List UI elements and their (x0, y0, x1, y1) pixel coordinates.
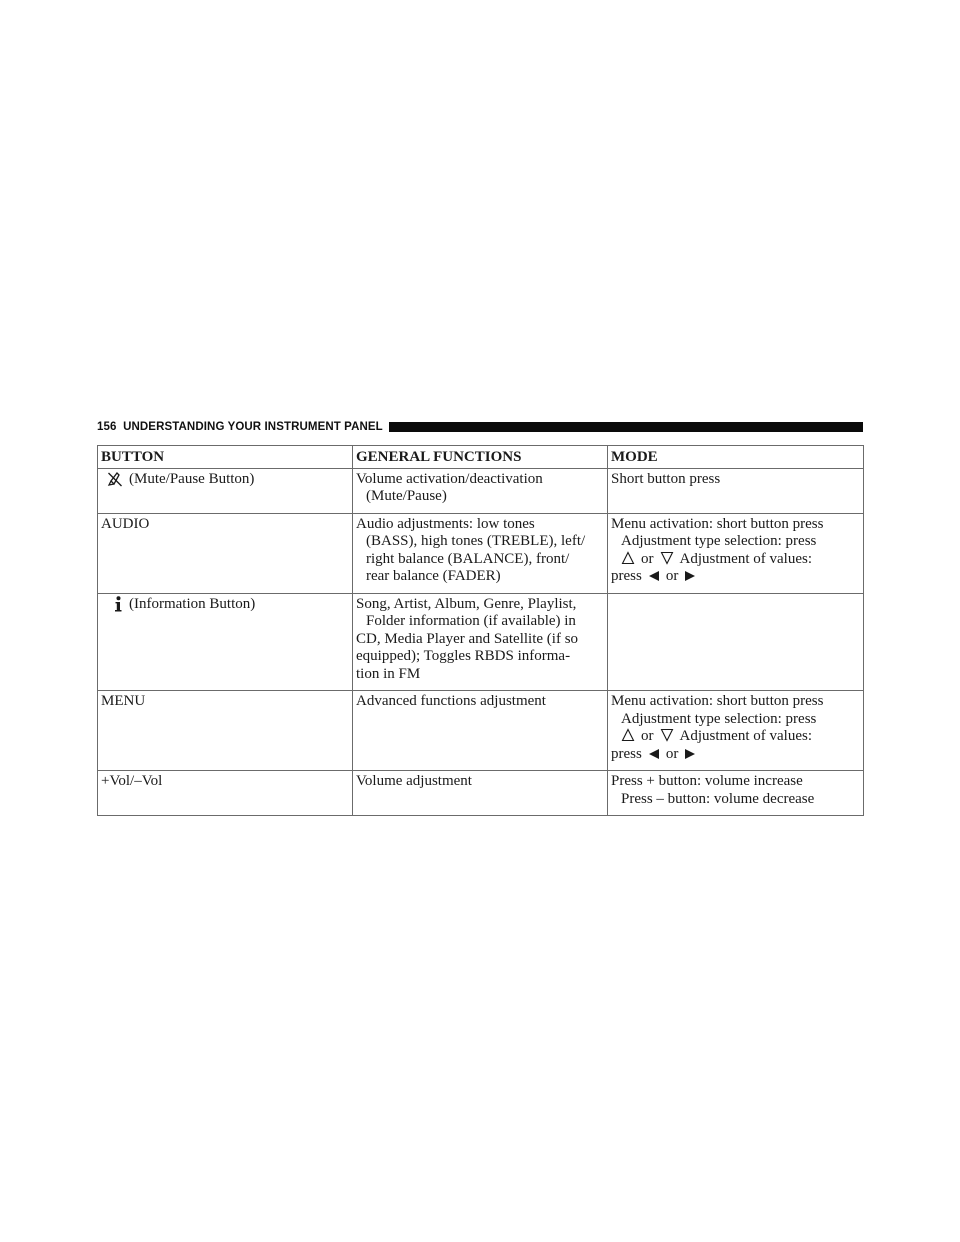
mode-symbols-line (611, 728, 860, 746)
mode-cell (608, 593, 864, 691)
column-header-button: BUTTON (98, 446, 353, 469)
table-row (98, 468, 864, 513)
functions-line: tion in FM (356, 665, 421, 682)
or-text: or (641, 728, 654, 744)
functions-line: equipped); Toggles RBDS informa- (356, 648, 571, 664)
functions-cell (353, 771, 608, 816)
mode-cell (608, 771, 864, 816)
mode-line: Adjustment type selection: press (621, 710, 817, 727)
right-arrow-icon (684, 570, 696, 582)
button-cell (98, 593, 353, 691)
mode-symbols-line (611, 568, 860, 586)
or-text: or (665, 568, 679, 584)
functions-line: Folder information (if available) in (366, 613, 576, 629)
mode-cell (608, 513, 864, 593)
functions-cell (353, 593, 608, 691)
functions-line: rear balance (FADER) (366, 568, 501, 584)
mode-line: Short button press (611, 470, 721, 487)
page-header (97, 420, 863, 434)
right-arrow-icon (684, 748, 696, 760)
down-triangle-icon (660, 551, 674, 565)
mute-pause-icon (101, 471, 123, 491)
press-text: press (611, 745, 642, 762)
button-functions-table (97, 445, 864, 816)
mode-line: Menu activation: short button press (611, 693, 824, 709)
functions-line: (Mute/Pause) (366, 488, 447, 504)
or-text: or (641, 550, 654, 567)
functions-line: Volume adjustment (356, 773, 472, 789)
column-header-general-functions: GENERAL FUNCTIONS (353, 446, 608, 469)
button-cell (98, 468, 353, 513)
mode-cell (608, 691, 864, 771)
functions-cell (353, 513, 608, 593)
page-number: 156 (97, 421, 117, 433)
functions-cell (353, 468, 608, 513)
up-triangle-icon (621, 551, 635, 565)
button-cell (98, 691, 353, 771)
functions-line: Audio adjustments: low tones (356, 515, 535, 532)
adjustment-text: Adjustment of values: (679, 550, 812, 567)
button-name: +Vol/–Vol (101, 773, 163, 789)
mode-line: Adjustment type selection: press (621, 533, 817, 549)
functions-line: Song, Artist, Album, Genre, Playlist, (356, 595, 577, 612)
up-triangle-icon (621, 728, 635, 742)
press-text: press (611, 568, 642, 584)
table-row (98, 691, 864, 771)
section-title: UNDERSTANDING YOUR INSTRUMENT PANEL (123, 421, 383, 433)
down-triangle-icon (660, 728, 674, 742)
button-name: (Information Button) (129, 595, 256, 612)
mode-line: Press + button: volume increase (611, 773, 803, 789)
button-name: AUDIO (101, 515, 150, 532)
column-header-mode: MODE (608, 446, 864, 469)
button-name: MENU (101, 693, 146, 709)
or-text: or (665, 745, 679, 762)
table-header-row (98, 446, 864, 469)
left-arrow-icon (648, 748, 660, 760)
mode-line: Press – button: volume decrease (621, 790, 815, 807)
functions-line: Volume activation/deactivation (356, 470, 543, 487)
header-rule-bar (389, 422, 863, 432)
functions-line: (BASS), high tones (TREBLE), left/ (366, 533, 586, 549)
button-name: (Mute/Pause Button) (129, 470, 255, 487)
functions-line: Advanced functions adjustment (356, 693, 546, 709)
table-row (98, 771, 864, 816)
adjustment-text: Adjustment of values: (679, 728, 812, 744)
button-cell (98, 513, 353, 593)
functions-cell (353, 691, 608, 771)
table-row (98, 513, 864, 593)
information-icon (101, 596, 123, 616)
functions-line: CD, Media Player and Satellite (if so (356, 630, 579, 647)
page-number-and-section (97, 421, 383, 433)
mode-symbols-line (611, 746, 860, 764)
functions-line: right balance (BALANCE), front/ (366, 550, 570, 567)
table-row (98, 593, 864, 691)
mode-line: Menu activation: short button press (611, 515, 824, 532)
button-cell (98, 771, 353, 816)
mode-cell (608, 468, 864, 513)
left-arrow-icon (648, 570, 660, 582)
mode-symbols-line (611, 551, 860, 569)
